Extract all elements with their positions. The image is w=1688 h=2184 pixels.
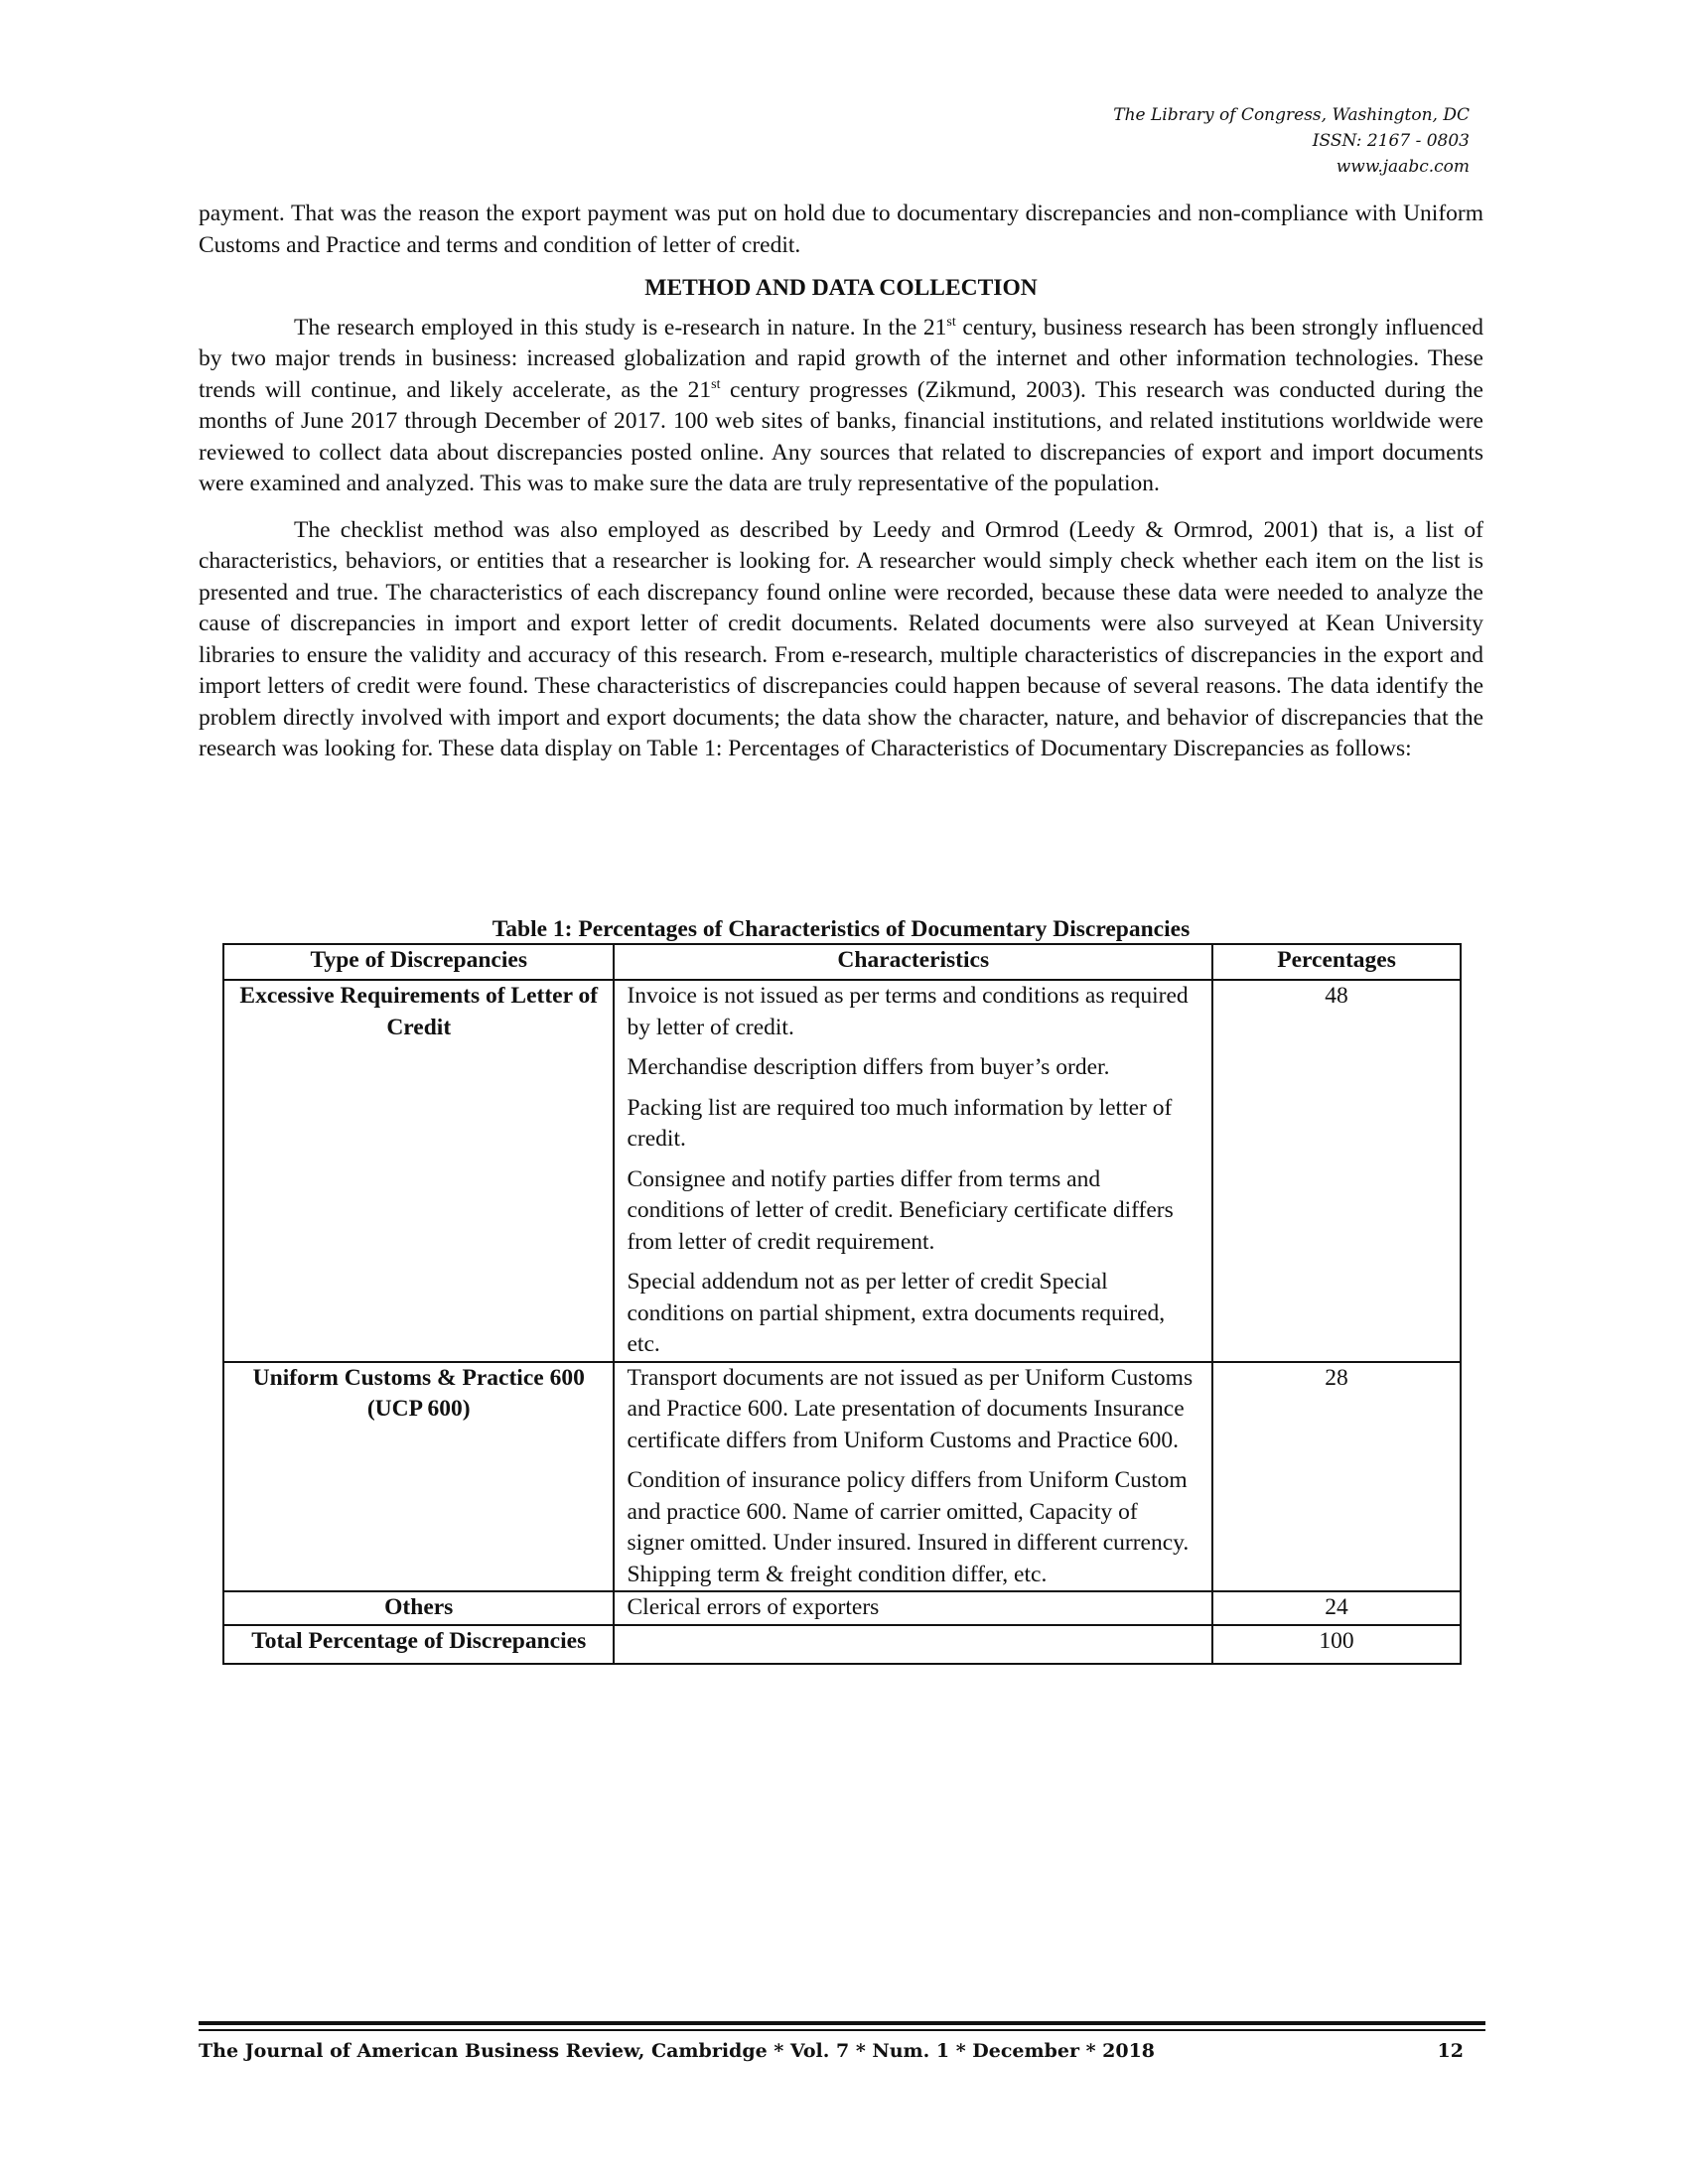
- characteristic-item: Condition of insurance policy differs from Uniform Custom and practice 600. Name of carrier omitted, Capacity of signer omitted. Under insured. Insured in different currency. Shipping term & freight condition differ, etc.: [627, 1467, 1190, 1587]
- table-caption: Table 1: Percentages of Characteristics of Documentary Discrepancies: [492, 916, 1191, 942]
- body-text: [199, 199, 1483, 780]
- characteristic-item: Packing list are required too much information by letter of credit.: [627, 1094, 1173, 1152]
- discrepancies-table: [222, 943, 1462, 1665]
- page-number: 12: [1437, 2040, 1464, 2062]
- percentage-cell: 100: [1212, 1625, 1461, 1665]
- section-title: METHOD AND DATA COLLECTION: [644, 275, 1038, 301]
- table-row: [223, 980, 1461, 1362]
- characteristic-item: Invoice is not issued as per terms and conditions as required by letter of credit.: [627, 983, 1189, 1040]
- page-footer: [199, 2037, 1464, 2065]
- characteristics-cell: Clerical errors of exporters: [614, 1591, 1212, 1625]
- percentage-cell: 24: [1212, 1591, 1461, 1625]
- characteristic-item: Transport documents are not issued as per Uniform Customs and Practice 600. Late presentation of documents Insurance certificate differs from Uniform Customs and Practice 600.: [627, 1364, 1194, 1453]
- characteristics-cell: [614, 980, 1212, 1362]
- characteristic-item: Special addendum not as per letter of credit Special conditions on partial shipment, extra documents required, etc.: [627, 1269, 1166, 1357]
- column-header: Type of Discrepancies: [223, 944, 614, 980]
- footer-rule: [199, 2029, 1485, 2031]
- percentage-cell: 28: [1212, 1362, 1461, 1592]
- type-cell: Excessive Requirements of Letter of Credit: [223, 980, 614, 1362]
- superscript: st: [711, 376, 721, 392]
- characteristic-item: Merchandise description differs from buyer’s order.: [627, 1054, 1110, 1080]
- paragraph-text: century progresses (Zikmund, 2003). This research was conducted during the months of June 2017 through December of 2017. 100 web sites of banks, financial institutions, and related institutions worldwide were reviewed to collect data about discrepancies posted online. Any sources that related to discrepancies of export and import documents were examined and analyzed. This was to make sure the data are truly representative of the population.: [199, 376, 1483, 496]
- characteristics-cell: [614, 1362, 1212, 1592]
- header-issn: ISSN: 2167 - 0803: [1312, 131, 1470, 151]
- footer-rule: [199, 2021, 1485, 2025]
- header-url: www.jaabc.com: [1336, 157, 1470, 177]
- continuation-paragraph: payment. That was the reason the export payment was put on hold due to documentary discrepancies and non-compliance with Uniform Customs and Practice and terms and condition of letter of credit.: [199, 201, 1483, 258]
- table-row: [223, 1362, 1461, 1592]
- header-publisher: The Library of Congress, Washington, DC: [1113, 105, 1470, 125]
- table-row: [223, 1625, 1461, 1665]
- characteristics-cell: [614, 1625, 1212, 1665]
- page-header: [1113, 102, 1470, 180]
- paragraph-checklist-method: The checklist method was also employed as described by Leedy and Ormrod (Leedy & Ormrod, 2001) that is, a list of characteristics, behaviors, or entities that a researcher is looking for. A researcher would simply check whether each item on the list is presented and true. The characteristics of each discrepancy found online were recorded, because these data were needed to analyze the cause of discrepancies in import and export letter of credit documents. Related documents were also surveyed at Kean University libraries to ensure the validity and accuracy of this research. From e-research, multiple characteristics of discrepancies in the export and import letters of credit were found. These characteristics of discrepancies could happen because of several reasons. The data identify the problem directly involved with import and export documents; the data show the character, nature, and behavior of discrepancies that the research was looking for. These data display on Table 1: Percentages of Characteristics of Documentary Discrepancies as follows:: [199, 516, 1483, 761]
- table-header-row: [223, 944, 1461, 980]
- column-header: Percentages: [1212, 944, 1461, 980]
- superscript: st: [946, 314, 956, 330]
- paragraph-e-research: [199, 313, 1483, 500]
- percentage-cell: 48: [1212, 980, 1461, 1362]
- type-cell: Others: [223, 1591, 614, 1625]
- footer-journal: The Journal of American Business Review, Cambridge * Vol. 7 * Num. 1 * December * 2018: [199, 2040, 1156, 2062]
- column-header: Characteristics: [614, 944, 1212, 980]
- type-cell: Uniform Customs & Practice 600 (UCP 600): [223, 1362, 614, 1592]
- paragraph-text: The research employed in this study is e-research in nature. In the 21: [294, 314, 947, 341]
- paragraph-text: century, business research has been strongly influenced by two major trends in business: increased globalization and rapid growth of the internet and other information technologies. These trends will continue, and likely accelerate, as the 21: [199, 314, 1484, 403]
- table-row: [223, 1591, 1461, 1625]
- type-cell: Total Percentage of Discrepancies: [223, 1625, 614, 1665]
- characteristic-item: Consignee and notify parties differ from terms and conditions of letter of credit. Beneficiary certificate differs from letter of credit requirement.: [627, 1165, 1174, 1255]
